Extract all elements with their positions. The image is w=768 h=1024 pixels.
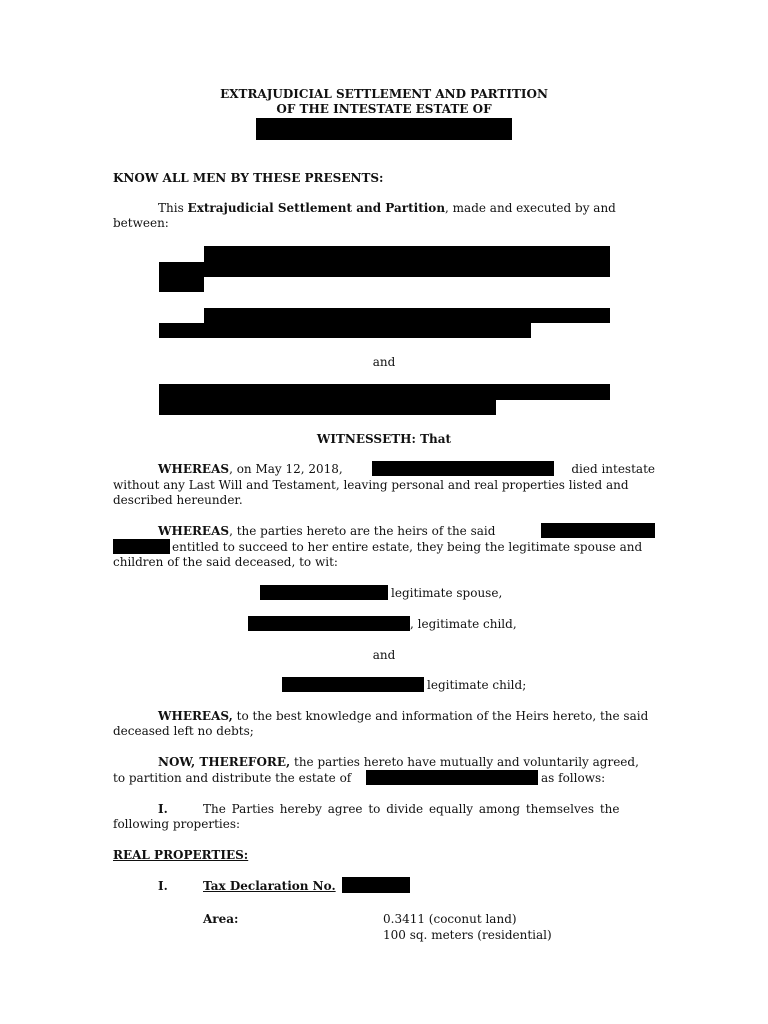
tax-decl-number: I. <box>158 879 168 893</box>
whereas3-line-2: deceased left no debts; <box>113 724 254 738</box>
title-line-2: OF THE INTESTATE ESTATE OF <box>276 102 492 116</box>
redacted-party-3a <box>159 384 610 400</box>
whereas2-line-2: entitled to succeed to her entire estate, they being the legitimate spouse and <box>172 540 643 554</box>
redacted-child1-name <box>248 616 410 631</box>
witnesseth-heading: WITNESSETH: That <box>316 432 452 446</box>
clause1-line-2: following properties: <box>113 817 241 831</box>
whereas1-line-2: without any Last Will and Testament, leaving personal and real properties listed and <box>113 478 629 492</box>
redacted-party-1c <box>159 277 204 292</box>
redacted-decedent-name-3b <box>113 539 170 554</box>
redacted-tax-decl-number <box>342 877 410 893</box>
redacted-party-1b <box>159 262 610 277</box>
redacted-decedent-name-4 <box>366 770 538 785</box>
real-properties-heading: REAL PROPERTIES: <box>113 848 249 862</box>
whereas3-line-1: WHEREAS, to the best knowledge and information of the Heirs hereto, the said <box>158 709 649 723</box>
redacted-party-1a <box>204 246 610 262</box>
area-value-2: 100 sq. meters (residential) <box>383 928 552 942</box>
clause1-number: I. <box>158 802 168 816</box>
intro-bold-title: Extrajudicial Settlement and Partition <box>187 201 446 215</box>
whereas1-line-3: described hereunder. <box>113 493 243 507</box>
redacted-party-2a <box>204 308 610 323</box>
redacted-child2-name <box>282 677 424 692</box>
document-title <box>0 87 768 117</box>
whereas2-line-1: WHEREAS, the parties hereto are the heirs of the said <box>158 524 496 538</box>
heir-spouse-label: legitimate spouse, <box>391 586 503 600</box>
redacted-decedent-name-2 <box>372 461 554 476</box>
redacted-decedent-name-3a <box>541 523 655 538</box>
redacted-party-2b <box>159 323 531 338</box>
area-label: Area: <box>203 912 239 926</box>
clause1-line-1: The Parties hereby agree to divide equally among themselves the <box>203 802 620 816</box>
area-value-1: 0.3411 (coconut land) <box>383 912 517 926</box>
title-line-1: EXTRAJUDICIAL SETTLEMENT AND PARTITION <box>220 87 548 101</box>
redacted-decedent-name <box>256 118 512 140</box>
and-separator-2: and <box>372 648 396 662</box>
know-all-men-heading: KNOW ALL MEN BY THESE PRESENTS: <box>113 171 384 185</box>
heir-child1-label: , legitimate child, <box>410 617 517 631</box>
and-separator-1: and <box>372 355 396 369</box>
redacted-spouse-name <box>260 585 388 600</box>
now-therefore-line-1: NOW, THEREFORE, the parties hereto have mutually and voluntarily agreed, <box>158 755 639 769</box>
redacted-party-3b <box>159 400 496 415</box>
tax-decl-label: Tax Declaration No. <box>203 879 336 893</box>
now-therefore-line-2a: to partition and distribute the estate of <box>113 771 352 785</box>
intro-line-1: This Extrajudicial Settlement and Partition, made and executed by and <box>158 201 616 215</box>
intro-line-2: between: <box>113 216 169 230</box>
whereas1-line-1a: WHEREAS, on May 12, 2018, <box>158 462 343 476</box>
heir-child2-label: legitimate child; <box>427 678 527 692</box>
now-therefore-line-2b: as follows: <box>541 771 606 785</box>
whereas1-line-1b: died intestate <box>571 462 655 476</box>
whereas2-line-3: children of the said deceased, to wit: <box>113 555 338 569</box>
